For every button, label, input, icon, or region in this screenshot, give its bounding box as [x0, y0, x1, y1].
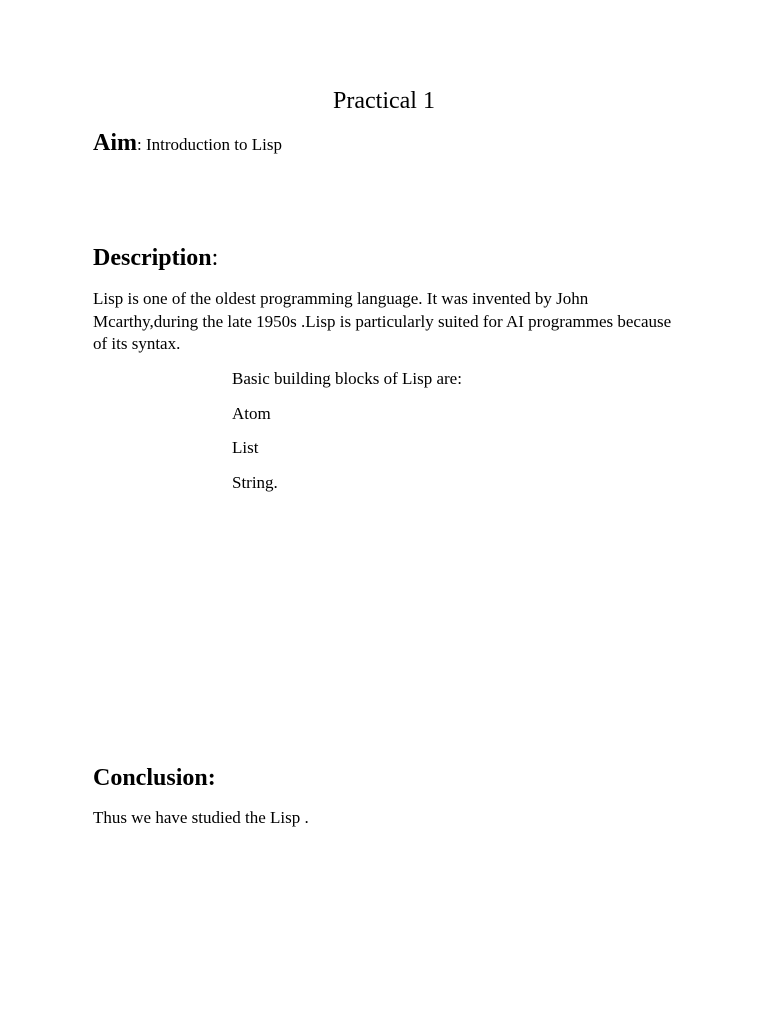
aim-line [93, 130, 282, 157]
building-block-item: List [232, 438, 259, 457]
conclusion-heading: Conclusion: [93, 765, 216, 791]
description-paragraph: Lisp is one of the oldest programming language. It was invented by John Mcarthy,during the late 1950s .Lisp is particularly suited for AI programmes because of its syntax. [93, 289, 672, 353]
page-title: Practical 1 [333, 88, 435, 114]
building-block-item: Atom [232, 404, 271, 423]
building-blocks-intro: Basic building blocks of Lisp are: [232, 369, 462, 388]
building-block-item: String. [232, 473, 278, 492]
aim-separator: : [137, 135, 142, 154]
description-heading-text: Description [93, 245, 212, 271]
description-heading-colon: : [211, 245, 219, 271]
aim-label: Aim [93, 130, 137, 156]
aim-text: Introduction to Lisp [141, 135, 282, 154]
conclusion-paragraph: Thus we have studied the Lisp . [93, 808, 309, 827]
description-heading [93, 243, 218, 273]
